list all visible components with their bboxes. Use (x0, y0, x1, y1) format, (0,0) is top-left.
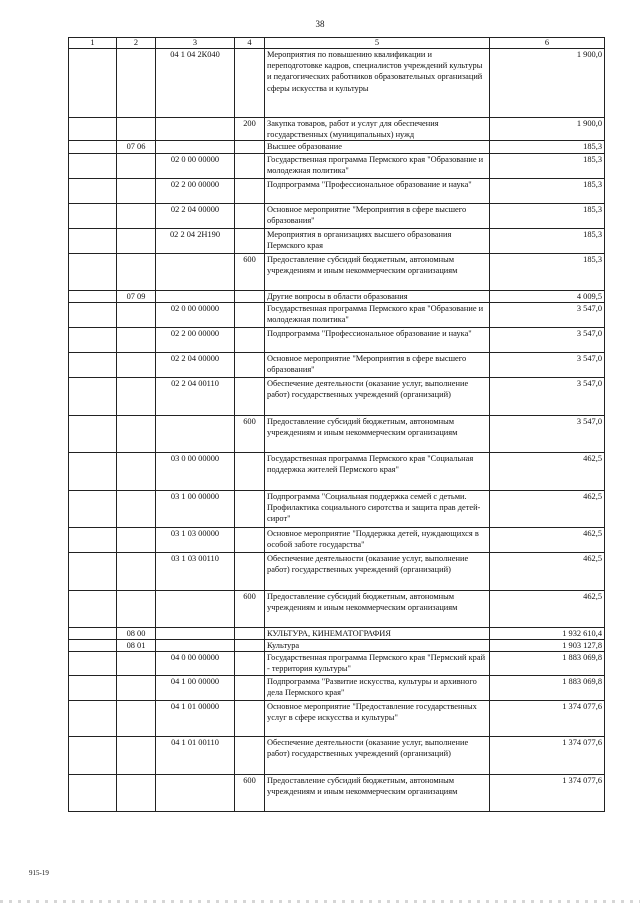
column-1-cell (69, 118, 117, 141)
name-cell: Обеспечение деятельности (оказание услуг, выполнение работ) государственных учреждений (организаций) (265, 552, 490, 590)
column-1-cell (69, 675, 117, 700)
name-cell: Подпрограмма "Профессиональное образование и наука" (265, 327, 490, 352)
target-code-cell: 04 1 01 00110 (156, 736, 235, 774)
amount-cell: 1 883 069,8 (490, 675, 605, 700)
name-cell: Другие вопросы в области образования (265, 290, 490, 302)
page-number: 38 (315, 19, 325, 29)
section-code-cell (117, 774, 156, 811)
table-row (69, 327, 605, 352)
name-cell: Предоставление субсидий бюджетным, автономным учреждениям и иным некоммерческим организациям (265, 590, 490, 627)
table-row (69, 49, 605, 118)
section-code-cell (117, 415, 156, 452)
target-code-cell: 04 1 04 2К040 (156, 49, 235, 118)
expense-type-cell (235, 141, 265, 153)
name-cell: КУЛЬТУРА, КИНЕМАТОГРАФИЯ (265, 627, 490, 639)
column-1-cell (69, 327, 117, 352)
target-code-cell: 03 1 00 00000 (156, 490, 235, 527)
section-code-cell (117, 527, 156, 552)
expense-type-cell (235, 675, 265, 700)
amount-cell: 1 900,0 (490, 118, 605, 141)
table-row (69, 490, 605, 527)
target-code-cell (156, 774, 235, 811)
table-row (69, 118, 605, 141)
table-row (69, 377, 605, 415)
section-code-cell (117, 203, 156, 228)
name-cell: Обеспечение деятельности (оказание услуг, выполнение работ) государственных учреждений (организаций) (265, 736, 490, 774)
table-row (69, 552, 605, 590)
target-code-cell: 02 2 04 00110 (156, 377, 235, 415)
expense-type-cell (235, 49, 265, 118)
table-row (69, 415, 605, 452)
section-code-cell (117, 700, 156, 736)
amount-cell: 3 547,0 (490, 352, 605, 377)
amount-cell: 185,3 (490, 153, 605, 178)
expense-type-cell (235, 527, 265, 552)
target-code-cell: 02 2 04 2Н190 (156, 228, 235, 253)
section-code-cell (117, 352, 156, 377)
section-code-cell (117, 178, 156, 203)
column-header-1: 1 (69, 38, 117, 49)
column-1-cell (69, 49, 117, 118)
section-code-cell (117, 490, 156, 527)
section-code-cell: 08 00 (117, 627, 156, 639)
table-row (69, 700, 605, 736)
table-row (69, 774, 605, 811)
target-code-cell (156, 118, 235, 141)
target-code-cell (156, 290, 235, 302)
column-1-cell (69, 590, 117, 627)
table-row (69, 627, 605, 639)
target-code-cell: 03 1 03 00110 (156, 552, 235, 590)
name-cell: Основное мероприятие "Предоставление государственных услуг в сфере искусства и культуры" (265, 700, 490, 736)
column-1-cell (69, 527, 117, 552)
name-cell: Мероприятия по повышению квалификации и переподготовке кадров, специалистов учреждений культуры и педагогических работников образовательных организаций сферы искусства и культуры (265, 49, 490, 118)
section-code-cell (117, 228, 156, 253)
table-row (69, 652, 605, 675)
target-code-cell: 04 0 00 00000 (156, 652, 235, 675)
column-header-5: 5 (265, 38, 490, 49)
column-1-cell (69, 652, 117, 675)
table-row (69, 352, 605, 377)
column-1-cell (69, 352, 117, 377)
table-row (69, 452, 605, 490)
amount-cell: 3 547,0 (490, 415, 605, 452)
amount-cell: 462,5 (490, 552, 605, 590)
name-cell: Закупка товаров, работ и услуг для обеспечения государственных (муниципальных) нужд (265, 118, 490, 141)
amount-cell: 185,3 (490, 178, 605, 203)
expense-type-cell (235, 290, 265, 302)
name-cell: Государственная программа Пермского края "Социальная поддержка жителей Пермского края" (265, 452, 490, 490)
expense-type-cell (235, 627, 265, 639)
amount-cell: 185,3 (490, 203, 605, 228)
section-code-cell (117, 377, 156, 415)
column-header-4: 4 (235, 38, 265, 49)
amount-cell: 3 547,0 (490, 377, 605, 415)
column-1-cell (69, 415, 117, 452)
column-1-cell (69, 290, 117, 302)
section-code-cell (117, 452, 156, 490)
amount-cell: 1 374 077,6 (490, 736, 605, 774)
expense-type-cell (235, 302, 265, 327)
table-row (69, 527, 605, 552)
column-1-cell (69, 228, 117, 253)
name-cell: Культура (265, 640, 490, 652)
name-cell: Государственная программа Пермского края "Образование и молодежная политика" (265, 302, 490, 327)
name-cell: Предоставление субсидий бюджетным, автономным учреждениям и иным некоммерческим организациям (265, 415, 490, 452)
target-code-cell: 02 2 00 00000 (156, 178, 235, 203)
column-1-cell (69, 627, 117, 639)
column-1-cell (69, 700, 117, 736)
expense-type-cell (235, 327, 265, 352)
table-row (69, 675, 605, 700)
expense-type-cell: 600 (235, 415, 265, 452)
amount-cell: 462,5 (490, 590, 605, 627)
expense-type-cell (235, 377, 265, 415)
expense-type-cell (235, 352, 265, 377)
target-code-cell: 02 0 00 00000 (156, 302, 235, 327)
amount-cell: 3 547,0 (490, 327, 605, 352)
name-cell: Основное мероприятие "Поддержка детей, нуждающихся в особой заботе государства" (265, 527, 490, 552)
expense-type-cell (235, 452, 265, 490)
section-code-cell (117, 590, 156, 627)
amount-cell: 1 374 077,6 (490, 700, 605, 736)
name-cell: Подпрограмма "Развитие искусства, культуры и архивного дела Пермского края" (265, 675, 490, 700)
amount-cell: 1 374 077,6 (490, 774, 605, 811)
target-code-cell: 02 2 04 00000 (156, 352, 235, 377)
document-code: 915-19 (29, 869, 49, 877)
table-row (69, 203, 605, 228)
expense-type-cell: 600 (235, 253, 265, 290)
budget-table (68, 37, 605, 812)
amount-cell: 185,3 (490, 253, 605, 290)
expense-type-cell: 200 (235, 118, 265, 141)
name-cell: Подпрограмма "Профессиональное образование и наука" (265, 178, 490, 203)
amount-cell: 1 903 127,8 (490, 640, 605, 652)
target-code-cell: 04 1 01 00000 (156, 700, 235, 736)
column-1-cell (69, 253, 117, 290)
expense-type-cell (235, 652, 265, 675)
column-1-cell (69, 774, 117, 811)
section-code-cell: 08 01 (117, 640, 156, 652)
amount-cell: 185,3 (490, 228, 605, 253)
target-code-cell (156, 640, 235, 652)
table-row (69, 736, 605, 774)
section-code-cell (117, 327, 156, 352)
target-code-cell (156, 627, 235, 639)
name-cell: Государственная программа Пермского края "Образование и молодежная политика" (265, 153, 490, 178)
section-code-cell (117, 736, 156, 774)
column-1-cell (69, 377, 117, 415)
name-cell: Мероприятия в организациях высшего образования Пермского края (265, 228, 490, 253)
name-cell: Основное мероприятие "Мероприятия в сфере высшего образования" (265, 203, 490, 228)
column-header-3: 3 (156, 38, 235, 49)
amount-cell: 1 900,0 (490, 49, 605, 118)
name-cell: Основное мероприятие "Мероприятия в сфере высшего образования" (265, 352, 490, 377)
expense-type-cell: 600 (235, 590, 265, 627)
amount-cell: 185,3 (490, 141, 605, 153)
target-code-cell (156, 590, 235, 627)
target-code-cell: 03 1 03 00000 (156, 527, 235, 552)
name-cell: Высшее образование (265, 141, 490, 153)
expense-type-cell (235, 228, 265, 253)
expense-type-cell (235, 736, 265, 774)
amount-cell: 3 547,0 (490, 302, 605, 327)
table-row (69, 253, 605, 290)
amount-cell: 4 009,5 (490, 290, 605, 302)
section-code-cell (117, 253, 156, 290)
column-header-6: 6 (490, 38, 605, 49)
expense-type-cell (235, 490, 265, 527)
column-1-cell (69, 302, 117, 327)
table-row (69, 228, 605, 253)
table-row (69, 290, 605, 302)
table-row (69, 590, 605, 627)
column-1-cell (69, 452, 117, 490)
expense-type-cell (235, 640, 265, 652)
target-code-cell (156, 253, 235, 290)
target-code-cell (156, 141, 235, 153)
table-row (69, 141, 605, 153)
section-code-cell (117, 153, 156, 178)
section-code-cell (117, 652, 156, 675)
column-1-cell (69, 203, 117, 228)
target-code-cell: 02 0 00 00000 (156, 153, 235, 178)
column-header-2: 2 (117, 38, 156, 49)
scan-artifact-line (0, 900, 640, 903)
name-cell: Предоставление субсидий бюджетным, автономным учреждениям и иным некоммерческим организациям (265, 774, 490, 811)
expense-type-cell (235, 203, 265, 228)
column-1-cell (69, 153, 117, 178)
table-row (69, 302, 605, 327)
column-1-cell (69, 640, 117, 652)
target-code-cell: 02 2 00 00000 (156, 327, 235, 352)
column-1-cell (69, 736, 117, 774)
name-cell: Государственная программа Пермского края "Пермский край - территория культуры" (265, 652, 490, 675)
amount-cell: 462,5 (490, 490, 605, 527)
expense-type-cell: 600 (235, 774, 265, 811)
expense-type-cell (235, 153, 265, 178)
column-1-cell (69, 178, 117, 203)
target-code-cell (156, 415, 235, 452)
amount-cell: 1 932 610,4 (490, 627, 605, 639)
column-1-cell (69, 490, 117, 527)
target-code-cell: 02 2 04 00000 (156, 203, 235, 228)
section-code-cell (117, 552, 156, 590)
amount-cell: 1 883 069,8 (490, 652, 605, 675)
section-code-cell (117, 49, 156, 118)
target-code-cell: 03 0 00 00000 (156, 452, 235, 490)
amount-cell: 462,5 (490, 527, 605, 552)
table-row (69, 178, 605, 203)
section-code-cell (117, 302, 156, 327)
expense-type-cell (235, 178, 265, 203)
section-code-cell (117, 118, 156, 141)
column-1-cell (69, 552, 117, 590)
section-code-cell (117, 675, 156, 700)
expense-type-cell (235, 700, 265, 736)
target-code-cell: 04 1 00 00000 (156, 675, 235, 700)
table-row (69, 153, 605, 178)
expense-type-cell (235, 552, 265, 590)
table-row (69, 640, 605, 652)
name-cell: Обеспечение деятельности (оказание услуг, выполнение работ) государственных учреждений (организаций) (265, 377, 490, 415)
section-code-cell: 07 06 (117, 141, 156, 153)
section-code-cell: 07 09 (117, 290, 156, 302)
column-number-header-row (69, 38, 605, 49)
name-cell: Предоставление субсидий бюджетным, автономным учреждениям и иным некоммерческим организациям (265, 253, 490, 290)
amount-cell: 462,5 (490, 452, 605, 490)
column-1-cell (69, 141, 117, 153)
name-cell: Подпрограмма "Социальная поддержка семей с детьми. Профилактика социального сиротства и защита прав детей-сирот" (265, 490, 490, 527)
